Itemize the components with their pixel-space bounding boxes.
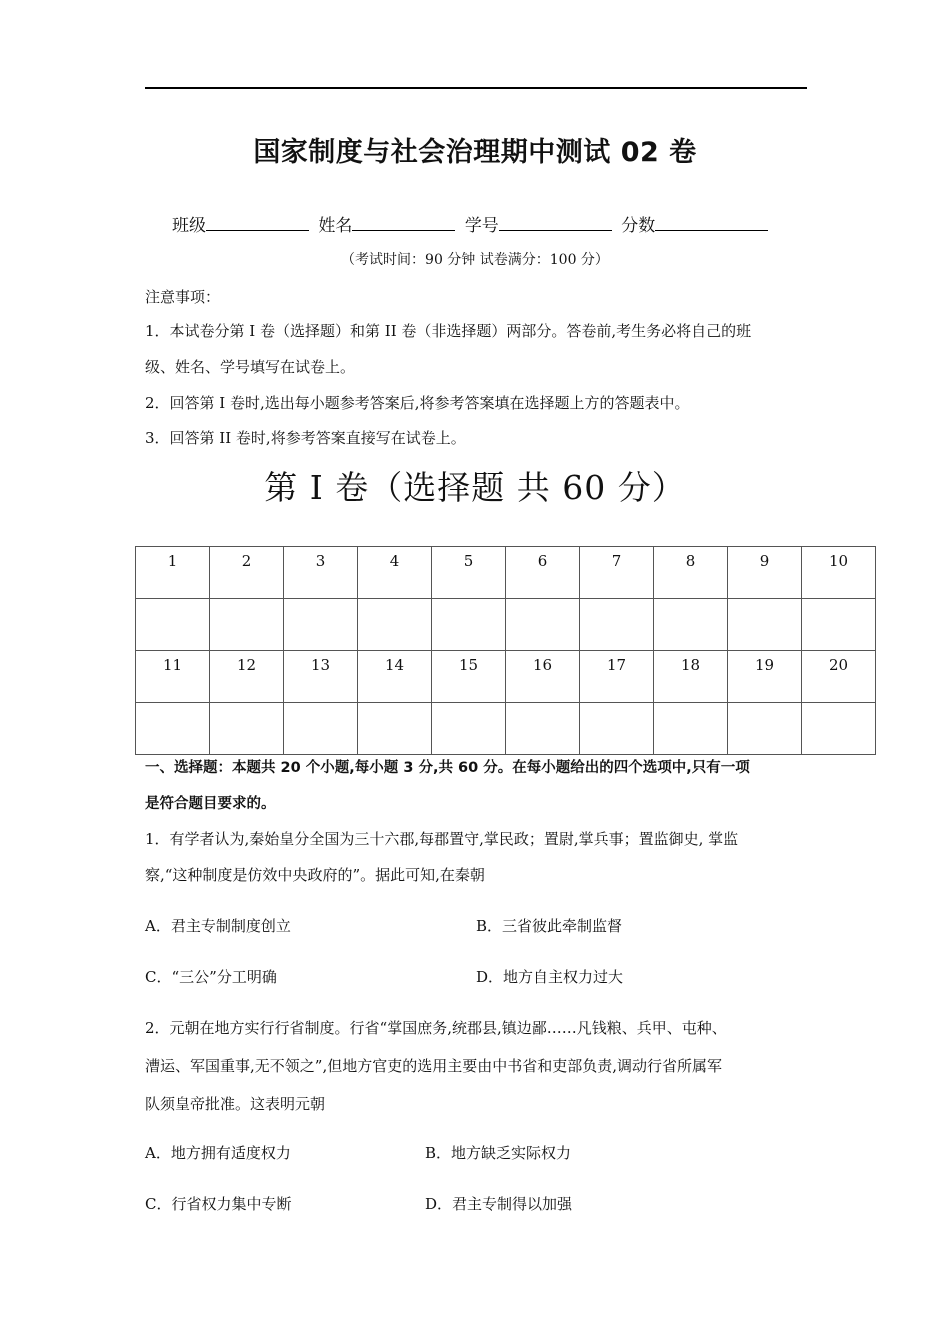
question-number: 4 <box>358 547 432 599</box>
question-number: 12 <box>210 651 284 703</box>
q1-option-d[interactable]: D．地方自主权力过大 <box>476 968 624 986</box>
class-blank[interactable] <box>206 213 309 231</box>
answer-cell[interactable] <box>358 703 432 755</box>
answer-cell[interactable] <box>358 599 432 651</box>
question-number: 11 <box>136 651 210 703</box>
answer-cell[interactable] <box>728 599 802 651</box>
answer-cell[interactable] <box>284 599 358 651</box>
note-item-3: 3．回答第 II 卷时,将参考答案直接写在试卷上。 <box>145 429 466 447</box>
question-number: 14 <box>358 651 432 703</box>
answer-table-answer-row <box>136 599 876 651</box>
student-info-fields <box>172 211 772 236</box>
part1-instructions-line-1: 一、选择题：本题共 20 个小题,每小题 3 分,共 60 分。在每小题给出的四个选项中,只有一项 <box>145 760 750 776</box>
question-number: 19 <box>728 651 802 703</box>
answer-cell[interactable] <box>136 599 210 651</box>
question-number: 13 <box>284 651 358 703</box>
answer-cell[interactable] <box>802 599 876 651</box>
class-label: 班级 <box>172 216 206 236</box>
answer-cell[interactable] <box>802 703 876 755</box>
question-number: 20 <box>802 651 876 703</box>
answer-cell[interactable] <box>210 703 284 755</box>
q2-stem-line-3: 队须皇帝批准。这表明元朝 <box>145 1095 326 1113</box>
question-number: 7 <box>580 547 654 599</box>
answer-cell[interactable] <box>210 599 284 651</box>
q2-stem-line-2: 漕运、军国重事,无不领之”,但地方官吏的选用主要由中书省和吏部负责,调动行省所属军 <box>145 1057 722 1075</box>
score-label: 分数 <box>621 216 656 236</box>
note-item-2: 2．回答第 I 卷时,选出每小题参考答案后,将参考答案填在选择题上方的答题表中。 <box>145 394 690 412</box>
question-number: 10 <box>802 547 876 599</box>
answer-table-answer-row <box>136 703 876 755</box>
q2-option-b[interactable]: B．地方缺乏实际权力 <box>425 1144 572 1162</box>
question-number: 18 <box>654 651 728 703</box>
question-number: 5 <box>432 547 506 599</box>
exam-info: （考试时间：90 分钟 试卷满分：100 分） <box>341 252 609 268</box>
part1-instructions-line-2: 是符合题目要求的。 <box>145 796 276 812</box>
question-number: 3 <box>284 547 358 599</box>
name-blank[interactable] <box>352 213 455 231</box>
notes-heading: 注意事项： <box>145 288 221 306</box>
answer-cell[interactable] <box>432 599 506 651</box>
q1-option-b[interactable]: B．三省彼此牵制监督 <box>476 917 623 935</box>
header-rule <box>145 87 807 89</box>
question-number: 16 <box>506 651 580 703</box>
answer-table-number-row <box>136 651 876 703</box>
answer-cell[interactable] <box>136 703 210 755</box>
q2-option-a[interactable]: A．地方拥有适度权力 <box>145 1144 291 1162</box>
id-label: 学号 <box>464 216 499 236</box>
note-item-1-line-2: 级、姓名、学号填写在试卷上。 <box>145 358 356 376</box>
q1-stem-line-1: 1．有学者认为,秦始皇分全国为三十六郡,每郡置守,掌民政；置尉,掌兵事；置监御史, 掌监 <box>145 830 739 848</box>
answer-cell[interactable] <box>580 703 654 755</box>
question-number: 17 <box>580 651 654 703</box>
q2-option-c[interactable]: C．行省权力集中专断 <box>145 1195 292 1213</box>
answer-cell[interactable] <box>506 703 580 755</box>
question-number: 8 <box>654 547 728 599</box>
question-number: 2 <box>210 547 284 599</box>
answer-cell[interactable] <box>432 703 506 755</box>
answer-cell[interactable] <box>654 703 728 755</box>
answer-cell[interactable] <box>506 599 580 651</box>
exam-title: 国家制度与社会治理期中测试 02 卷 <box>253 137 697 168</box>
answer-cell[interactable] <box>728 703 802 755</box>
id-blank[interactable] <box>499 213 612 231</box>
q1-option-c[interactable]: C．“三公”分工明确 <box>145 968 277 986</box>
answer-cell[interactable] <box>654 599 728 651</box>
name-label: 姓名 <box>318 216 353 236</box>
answer-cell[interactable] <box>580 599 654 651</box>
section-title: 第 I 卷（选择题 共 60 分） <box>264 468 686 507</box>
answer-table <box>135 546 876 755</box>
score-blank[interactable] <box>655 213 768 231</box>
question-number: 9 <box>728 547 802 599</box>
question-number: 1 <box>136 547 210 599</box>
answer-cell[interactable] <box>284 703 358 755</box>
q2-stem-line-1: 2．元朝在地方实行行省制度。行省“掌国庶务,统郡县,镇边鄙……凡钱粮、兵甲、屯种、 <box>145 1019 727 1037</box>
q2-option-d[interactable]: D．君主专制得以加强 <box>425 1195 573 1213</box>
q1-option-a[interactable]: A．君主专制制度创立 <box>145 917 291 935</box>
question-number: 6 <box>506 547 580 599</box>
note-item-1-line-1: 1．本试卷分第 I 卷（选择题）和第 II 卷（非选择题）两部分。答卷前,考生务必将自己的班 <box>145 322 752 340</box>
question-number: 15 <box>432 651 506 703</box>
answer-table-number-row <box>136 547 876 599</box>
q1-stem-line-2: 察,“这种制度是仿效中央政府的”。据此可知,在秦朝 <box>145 866 485 884</box>
